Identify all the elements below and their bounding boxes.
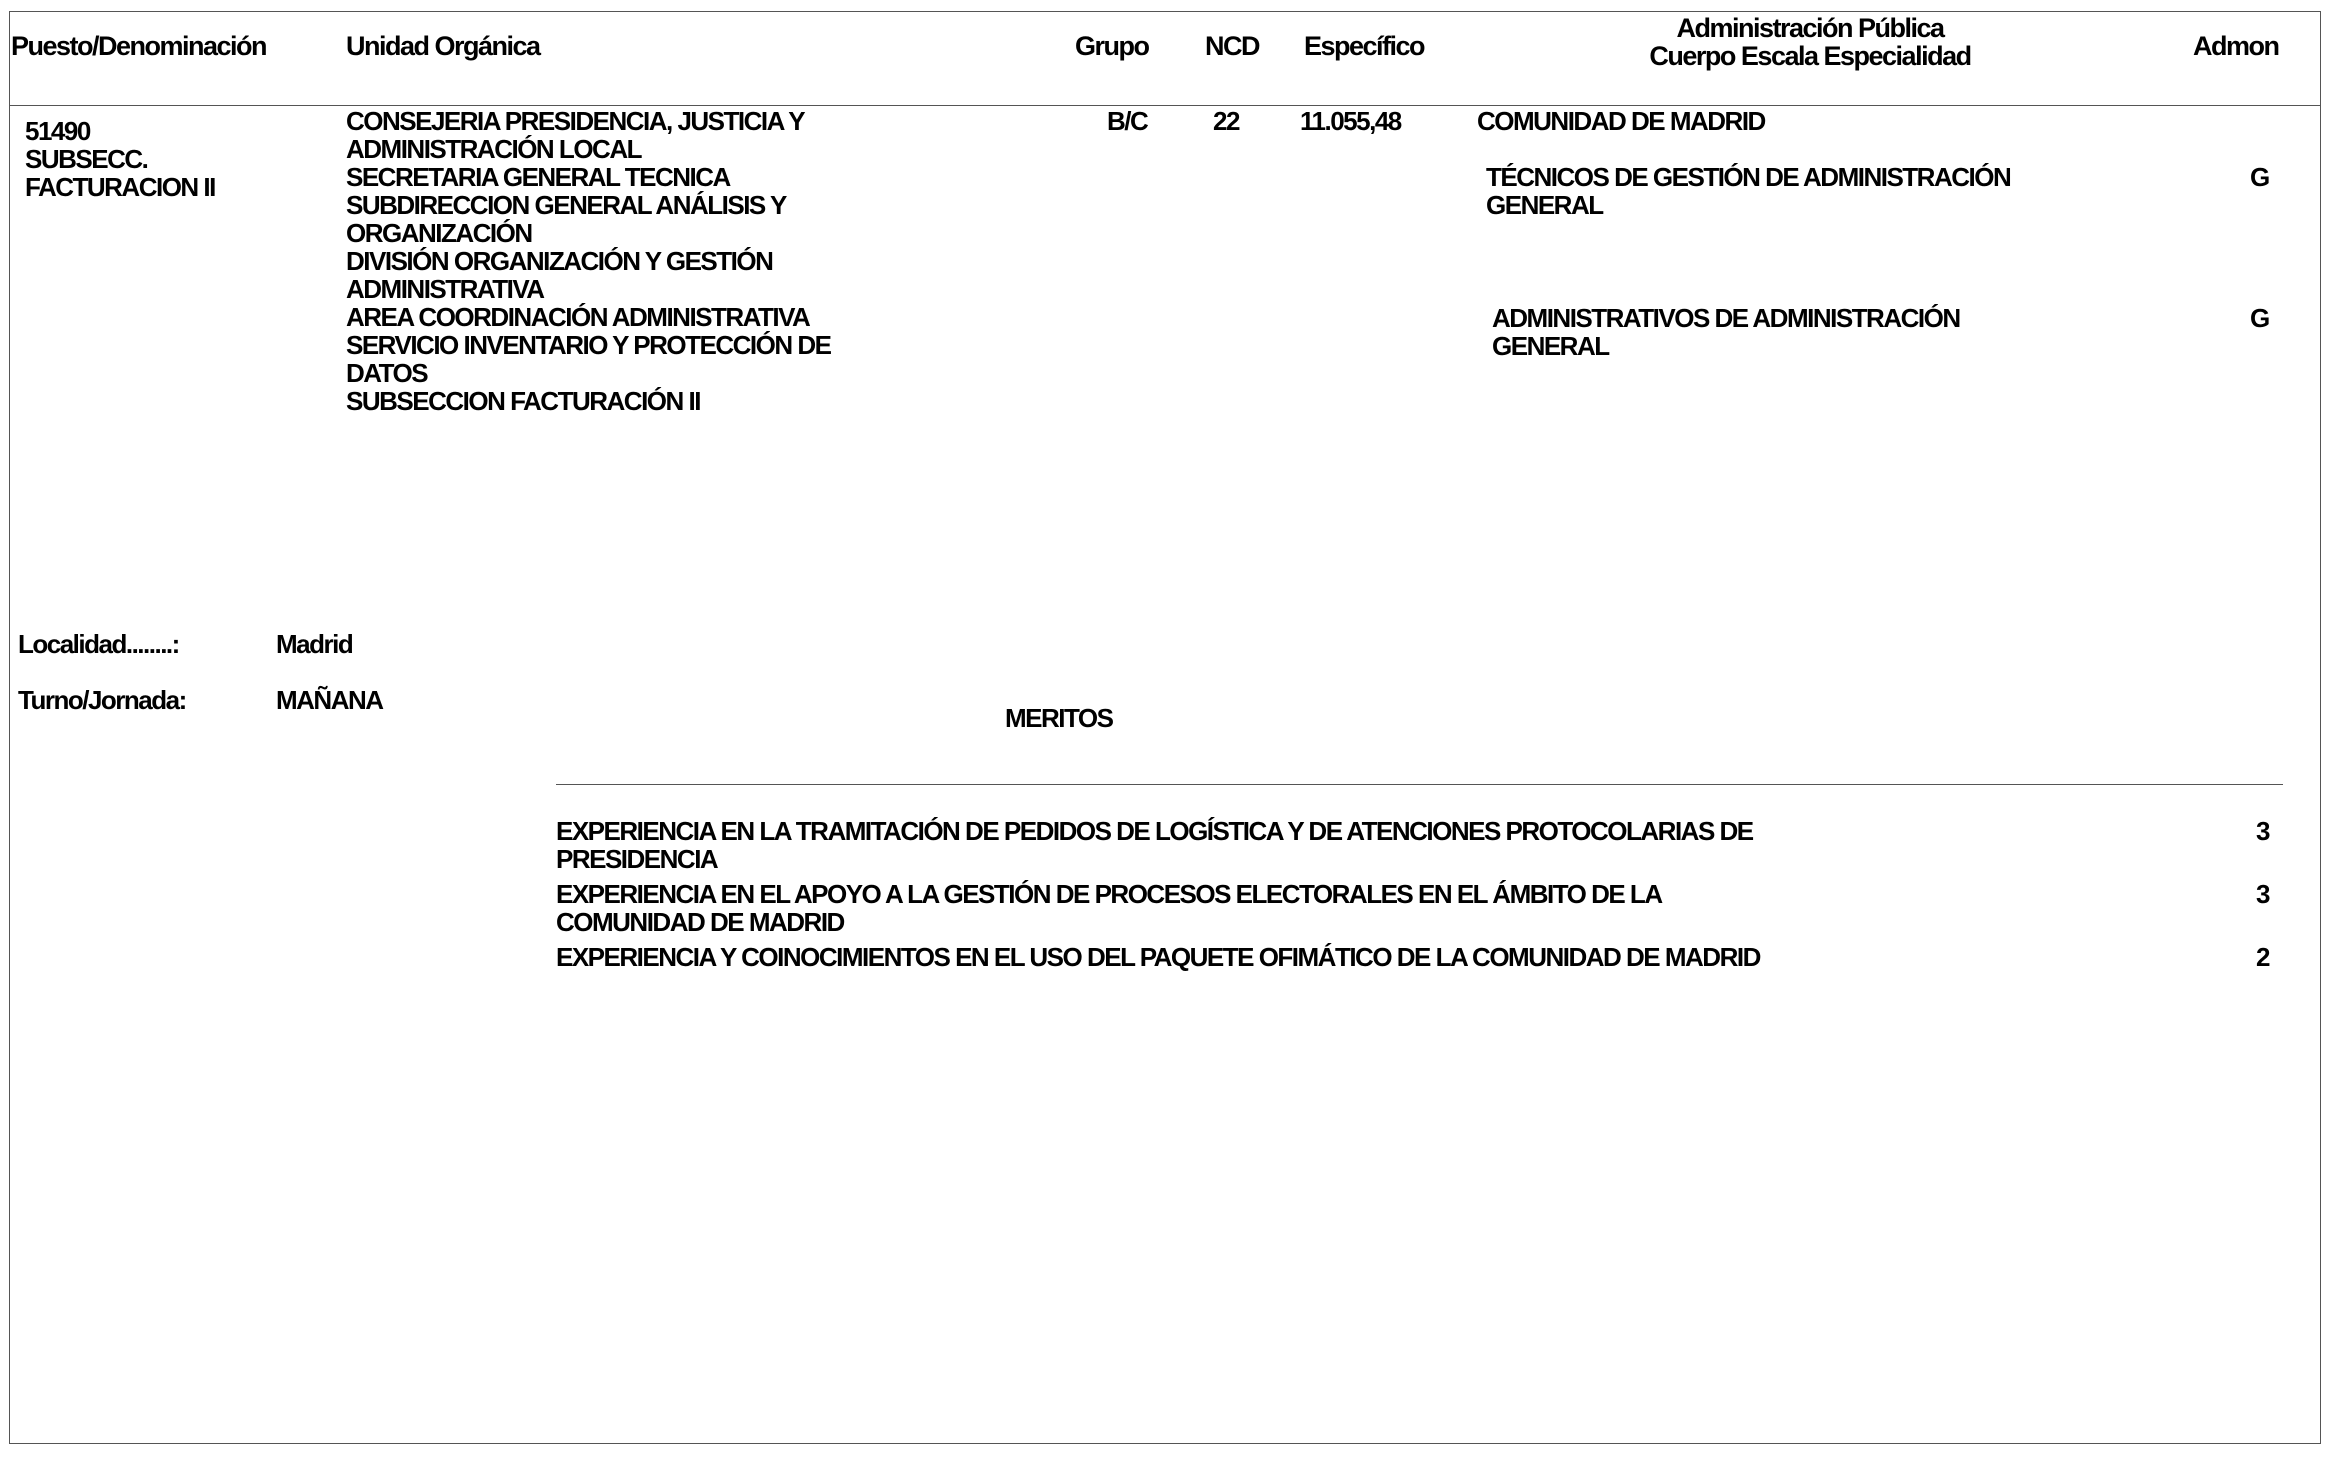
cuerpo-line2: GENERAL	[1486, 190, 1603, 220]
unidad-line: SERVICIO INVENTARIO Y PROTECCIÓN DE	[346, 330, 831, 360]
especifico-value: 11.055,48	[1300, 106, 1401, 136]
merito-points: 3	[2256, 879, 2269, 909]
header-admin-line1: Administración Pública	[1676, 13, 1944, 43]
turno-value: MAÑANA	[276, 685, 383, 715]
header-ncd: NCD	[1205, 31, 1259, 61]
unidad-line: ADMINISTRATIVA	[346, 274, 544, 304]
merito-points: 3	[2256, 816, 2269, 846]
merito-points: 2	[2256, 942, 2269, 972]
merito-line2: PRESIDENCIA	[556, 844, 718, 874]
turno-label: Turno/Jornada:	[18, 685, 186, 715]
merito-line1: EXPERIENCIA EN EL APOYO A LA GESTIÓN DE PROCESOS ELECTORALES EN EL ÁMBITO DE LA	[556, 879, 1662, 909]
administracion-value: COMUNIDAD DE MADRID	[1477, 106, 1765, 136]
unidad-line: ADMINISTRACIÓN LOCAL	[346, 134, 641, 164]
unidad-line: DIVISIÓN ORGANIZACIÓN Y GESTIÓN	[346, 246, 773, 276]
puesto-denominacion-1: SUBSECC.	[25, 144, 148, 174]
merito-item	[556, 880, 1662, 936]
cuerpo-item	[1486, 163, 2010, 219]
unidad-line: SECRETARIA GENERAL TECNICA	[346, 162, 730, 192]
merito-line1: EXPERIENCIA EN LA TRAMITACIÓN DE PEDIDOS DE LOGÍSTICA Y DE ATENCIONES PROTOCOLARIAS DE	[556, 816, 1753, 846]
header-admon: Admon	[2193, 31, 2279, 61]
unidad-line: SUBDIRECCION GENERAL ANÁLISIS Y	[346, 190, 786, 220]
ncd-value: 22	[1213, 106, 1239, 136]
unidad-line: SUBSECCION FACTURACIÓN II	[346, 386, 700, 416]
puesto-codigo: 51490	[25, 116, 90, 146]
unidad-line: AREA COORDINACIÓN ADMINISTRATIVA	[346, 302, 810, 332]
unidad-line: CONSEJERIA PRESIDENCIA, JUSTICIA Y	[346, 106, 805, 136]
meritos-title: MERITOS	[1005, 703, 1113, 733]
unidad-organica-block	[346, 107, 830, 415]
header-unidad: Unidad Orgánica	[346, 31, 540, 61]
merito-line1: EXPERIENCIA Y COINOCIMIENTOS EN EL USO DEL PAQUETE OFIMÁTICO DE LA COMUNIDAD DE MADRID	[556, 942, 1760, 972]
cuerpo-line1: ADMINISTRATIVOS DE ADMINISTRACIÓN	[1492, 303, 1960, 333]
cuerpo-admon: G	[2250, 303, 2269, 333]
header-especifico: Específico	[1304, 31, 1425, 61]
header-puesto: Puesto/Denominación	[11, 31, 267, 61]
grupo-value: B/C	[1107, 106, 1148, 136]
cuerpo-line2: GENERAL	[1492, 331, 1609, 361]
puesto-denominacion-2: FACTURACION II	[25, 172, 215, 202]
unidad-line: ORGANIZACIÓN	[346, 218, 532, 248]
cuerpo-admon: G	[2250, 162, 2269, 192]
cuerpo-line1: TÉCNICOS DE GESTIÓN DE ADMINISTRACIÓN	[1486, 162, 2011, 192]
localidad-label: Localidad........:	[18, 629, 179, 659]
merito-item	[556, 817, 1753, 873]
merito-line2: COMUNIDAD DE MADRID	[556, 907, 844, 937]
merito-item	[556, 943, 1760, 971]
meritos-divider	[556, 784, 2283, 785]
puesto-block	[25, 117, 215, 201]
cuerpo-item	[1492, 304, 1960, 360]
unidad-line: DATOS	[346, 358, 428, 388]
header-grupo: Grupo	[1075, 31, 1149, 61]
localidad-value: Madrid	[276, 629, 353, 659]
header-admin-line2: Cuerpo Escala Especialidad	[1649, 41, 1971, 71]
